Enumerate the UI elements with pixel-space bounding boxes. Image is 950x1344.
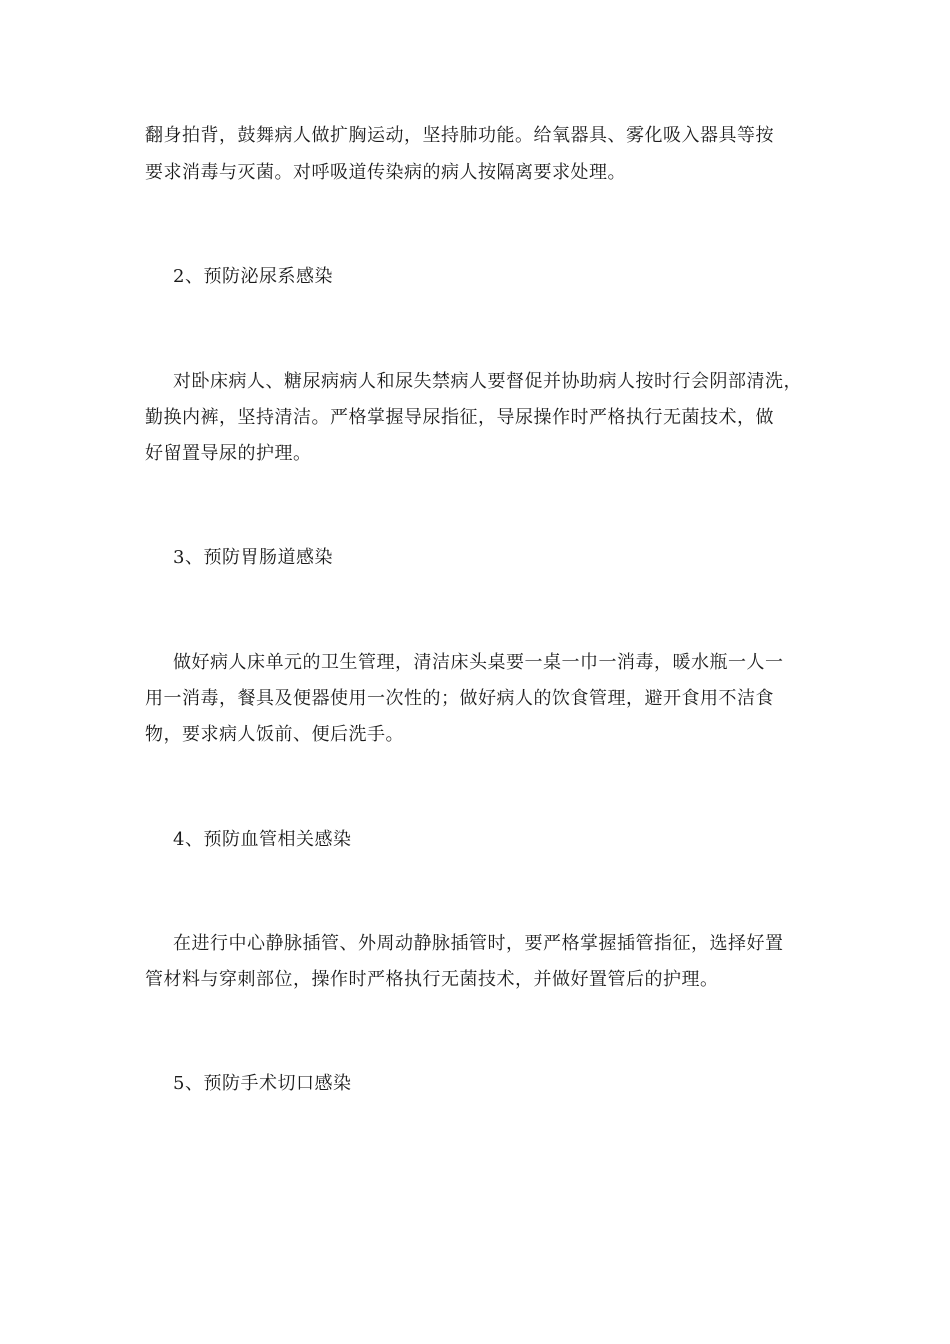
paragraph-3-line-1: 做好病人床单元的卫生管理，清洁床头桌要一桌一巾一消毒，暖水瓶一人一 (173, 652, 784, 673)
paragraph-3-line-2: 用一消毒，餐具及便器使用一次性的；做好病人的饮食管理，避开食用不洁食 (145, 688, 774, 709)
paragraph-1-line-2: 要求消毒与灭菌。对呼吸道传染病的病人按隔离要求处理。 (145, 162, 626, 183)
paragraph-1-line-1: 翻身拍背，鼓舞病人做扩胸运动，坚持肺功能。给氧器具、雾化吸入器具等按 (145, 125, 774, 146)
paragraph-4-line-1: 在进行中心静脉插管、外周动静脉插管时，要严格掌握插管指征，选择好置 (173, 933, 784, 954)
paragraph-2-line-2: 勤换内裤，坚持清洁。严格掌握导尿指征，导尿操作时严格执行无菌技术，做 (145, 407, 774, 428)
section-heading-3: 3、预防胃肠道感染 (173, 547, 333, 568)
section-heading-2: 2、预防泌尿系感染 (173, 266, 333, 287)
section-heading-4: 4、预防血管相关感染 (173, 829, 352, 850)
section-heading-5: 5、预防手术切口感染 (173, 1073, 352, 1094)
paragraph-4-line-2: 管材料与穿刺部位，操作时严格执行无菌技术，并做好置管后的护理。 (145, 969, 719, 990)
paragraph-2-line-3: 好留置导尿的护理。 (145, 443, 312, 464)
paragraph-3-line-3: 物，要求病人饭前、便后洗手。 (145, 724, 404, 745)
paragraph-2-line-1: 对卧床病人、糖尿病病人和尿失禁病人要督促并协助病人按时行会阴部清洗， (173, 371, 802, 392)
